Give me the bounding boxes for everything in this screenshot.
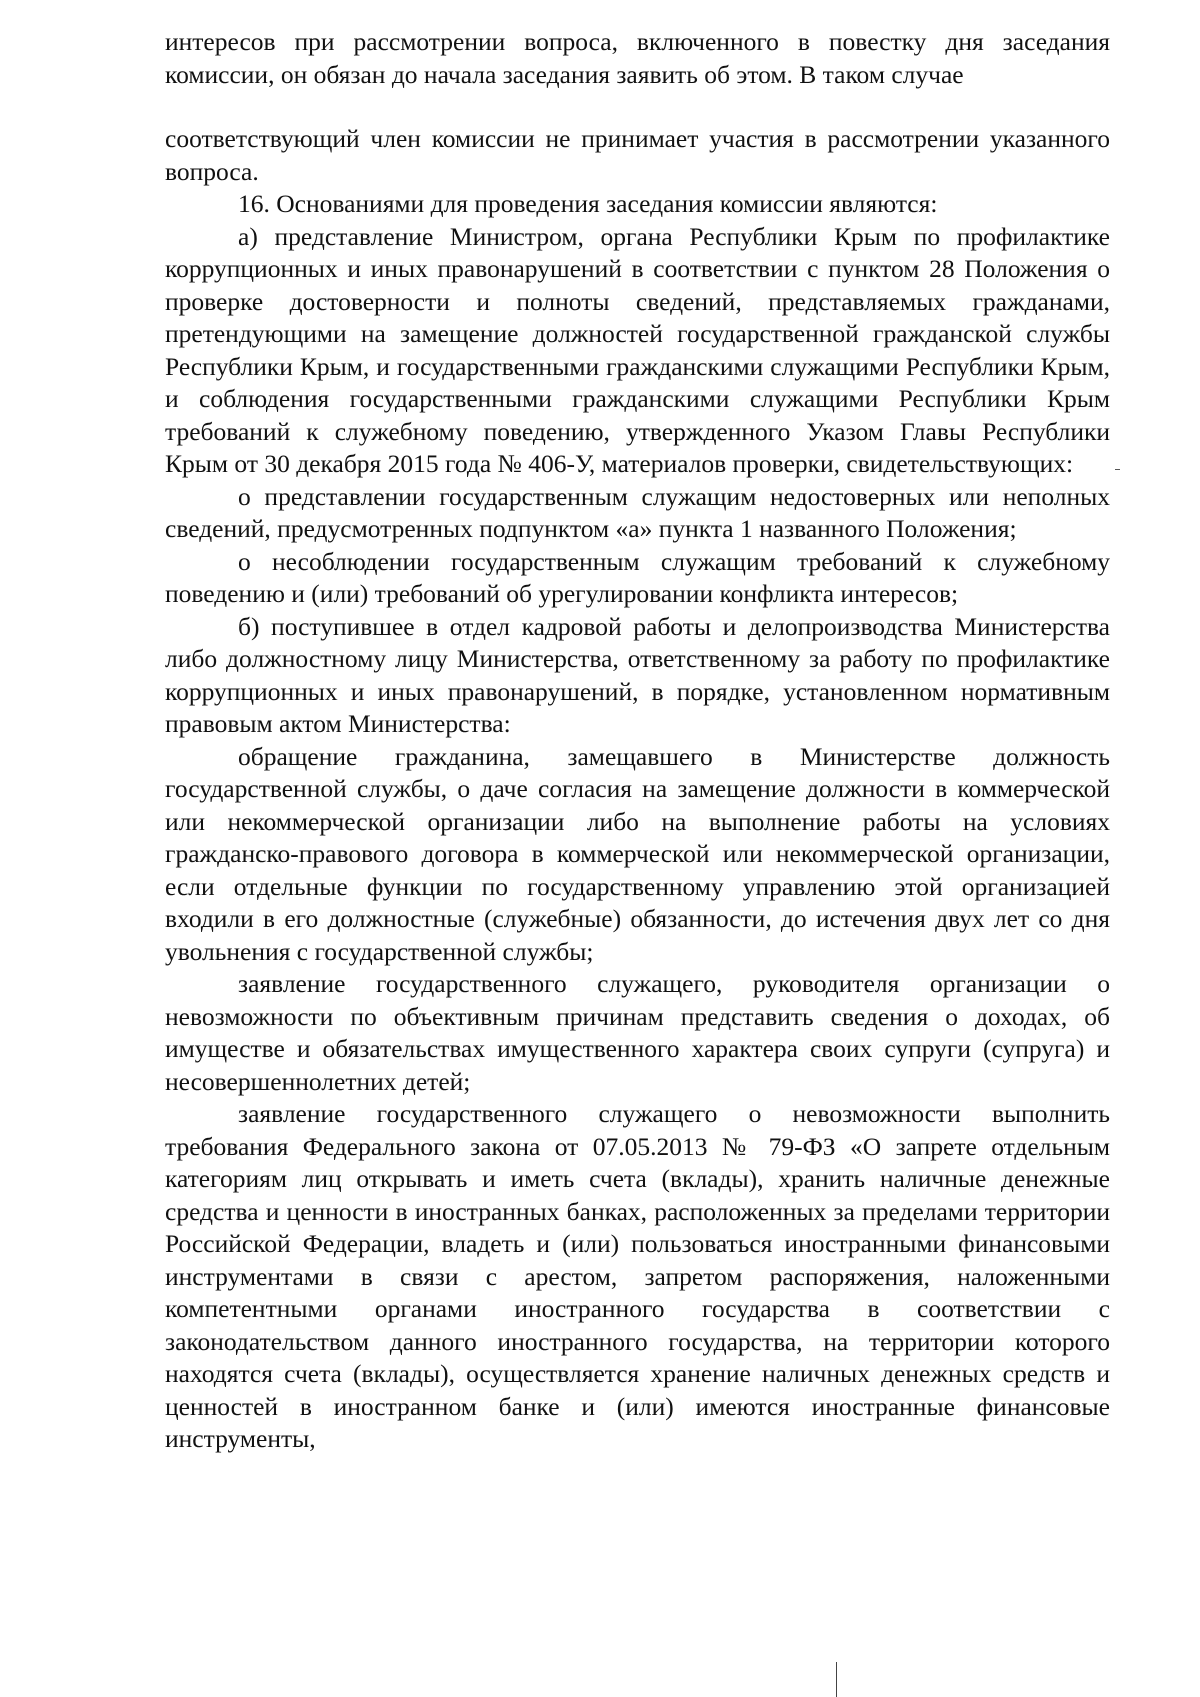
paragraph-16a: а) представление Министром, органа Республики Крым по профилактике коррупционных и иных правонарушений в соответствии с пунктом 28 Положения о проверке достоверности и полноты сведений, представляемых гражданами, претендующими на замещение должностей государственной гражданской службы Республики Крым, и государственными гражданскими служащими Республики Крым, и соблюдения государственными гражданскими служащими Республики Крым требований к служебному поведению, утвержденного Указом Главы Республики Крым от 30 декабря 2015 года № 406-У, материалов проверки, свидетельствующих: [165, 221, 1110, 478]
scan-mark-dash [1115, 469, 1120, 470]
paragraph-16b-item-2: заявление государственного служащего, руководителя организации о невозможности по объективным причинам представить сведения о доходах, об имуществе и обязательствах имущественного характера своих супруги (супруга) и несовершеннолетних детей; [165, 969, 1110, 1096]
paragraph-16-heading: 16. Основаниями для проведения заседания комиссии являются: [238, 189, 938, 218]
paragraph-conflict-continuation: интересов при рассмотрении вопроса, включенного в повестку дня заседания комиссии, он обязан до начала заседания заявить об этом. В таком случае [165, 27, 1110, 89]
paragraph-member-not-participating: соответствующий член комиссии не принимает участия в рассмотрении указанного вопроса. [165, 124, 1110, 186]
paragraph-16b-item-3: заявление государственного служащего о невозможности выполнить требования Федерального закона от 07.05.2013 № 79-ФЗ «О запрете отдельным категориям лиц открывать и иметь счета (вклады), хранить наличные денежные средства и ценности в иностранных банках, расположенных за пределами территории Российской Федерации, владеть и (или) пользоваться иностранными финансовыми инструментами в связи с арестом, запретом распоряжения, наложенными компетентными органами иностранного государства в соответствии с законодательством данного иностранного государства, на территории которого находятся счета (вклады), осуществляется хранение наличных денежных средств и ценностей в иностранном банке и (или) имеются иностранные финансовые инструменты, [165, 1099, 1110, 1453]
paragraph-16b: б) поступившее в отдел кадровой работы и делопроизводства Министерства либо должностному лицу Министерства, ответственному за работу по профилактике коррупционных и иных правонарушений, в порядке, установленном нормативным правовым актом Министерства: [165, 611, 1110, 738]
paragraph-16b-item-1: обращение гражданина, замещавшего в Министерстве должность государственной службы, о даче согласия на замещение должности в коммерческой или некоммерческой организации либо на выполнение работы на условиях гражданско-правового договора в коммерческой или некоммерческой организации, если отдельные функции по государственному управлению этой организацией входили в его должностные (служебные) обязанности, до истечения двух лет со дня увольнения с государственной службы; [165, 741, 1110, 966]
document-page [165, 26, 1110, 1456]
paragraph-16a-item-2: о несоблюдении государственным служащим требований к служебному поведению и (или) требований об урегулировании конфликта интересов; [165, 546, 1110, 608]
scan-mark-line [836, 1662, 837, 1697]
paragraph-16a-item-1: о представлении государственным служащим недостоверных или неполных сведений, предусмотренных подпунктом «а» пункта 1 названного Положения; [165, 481, 1110, 543]
